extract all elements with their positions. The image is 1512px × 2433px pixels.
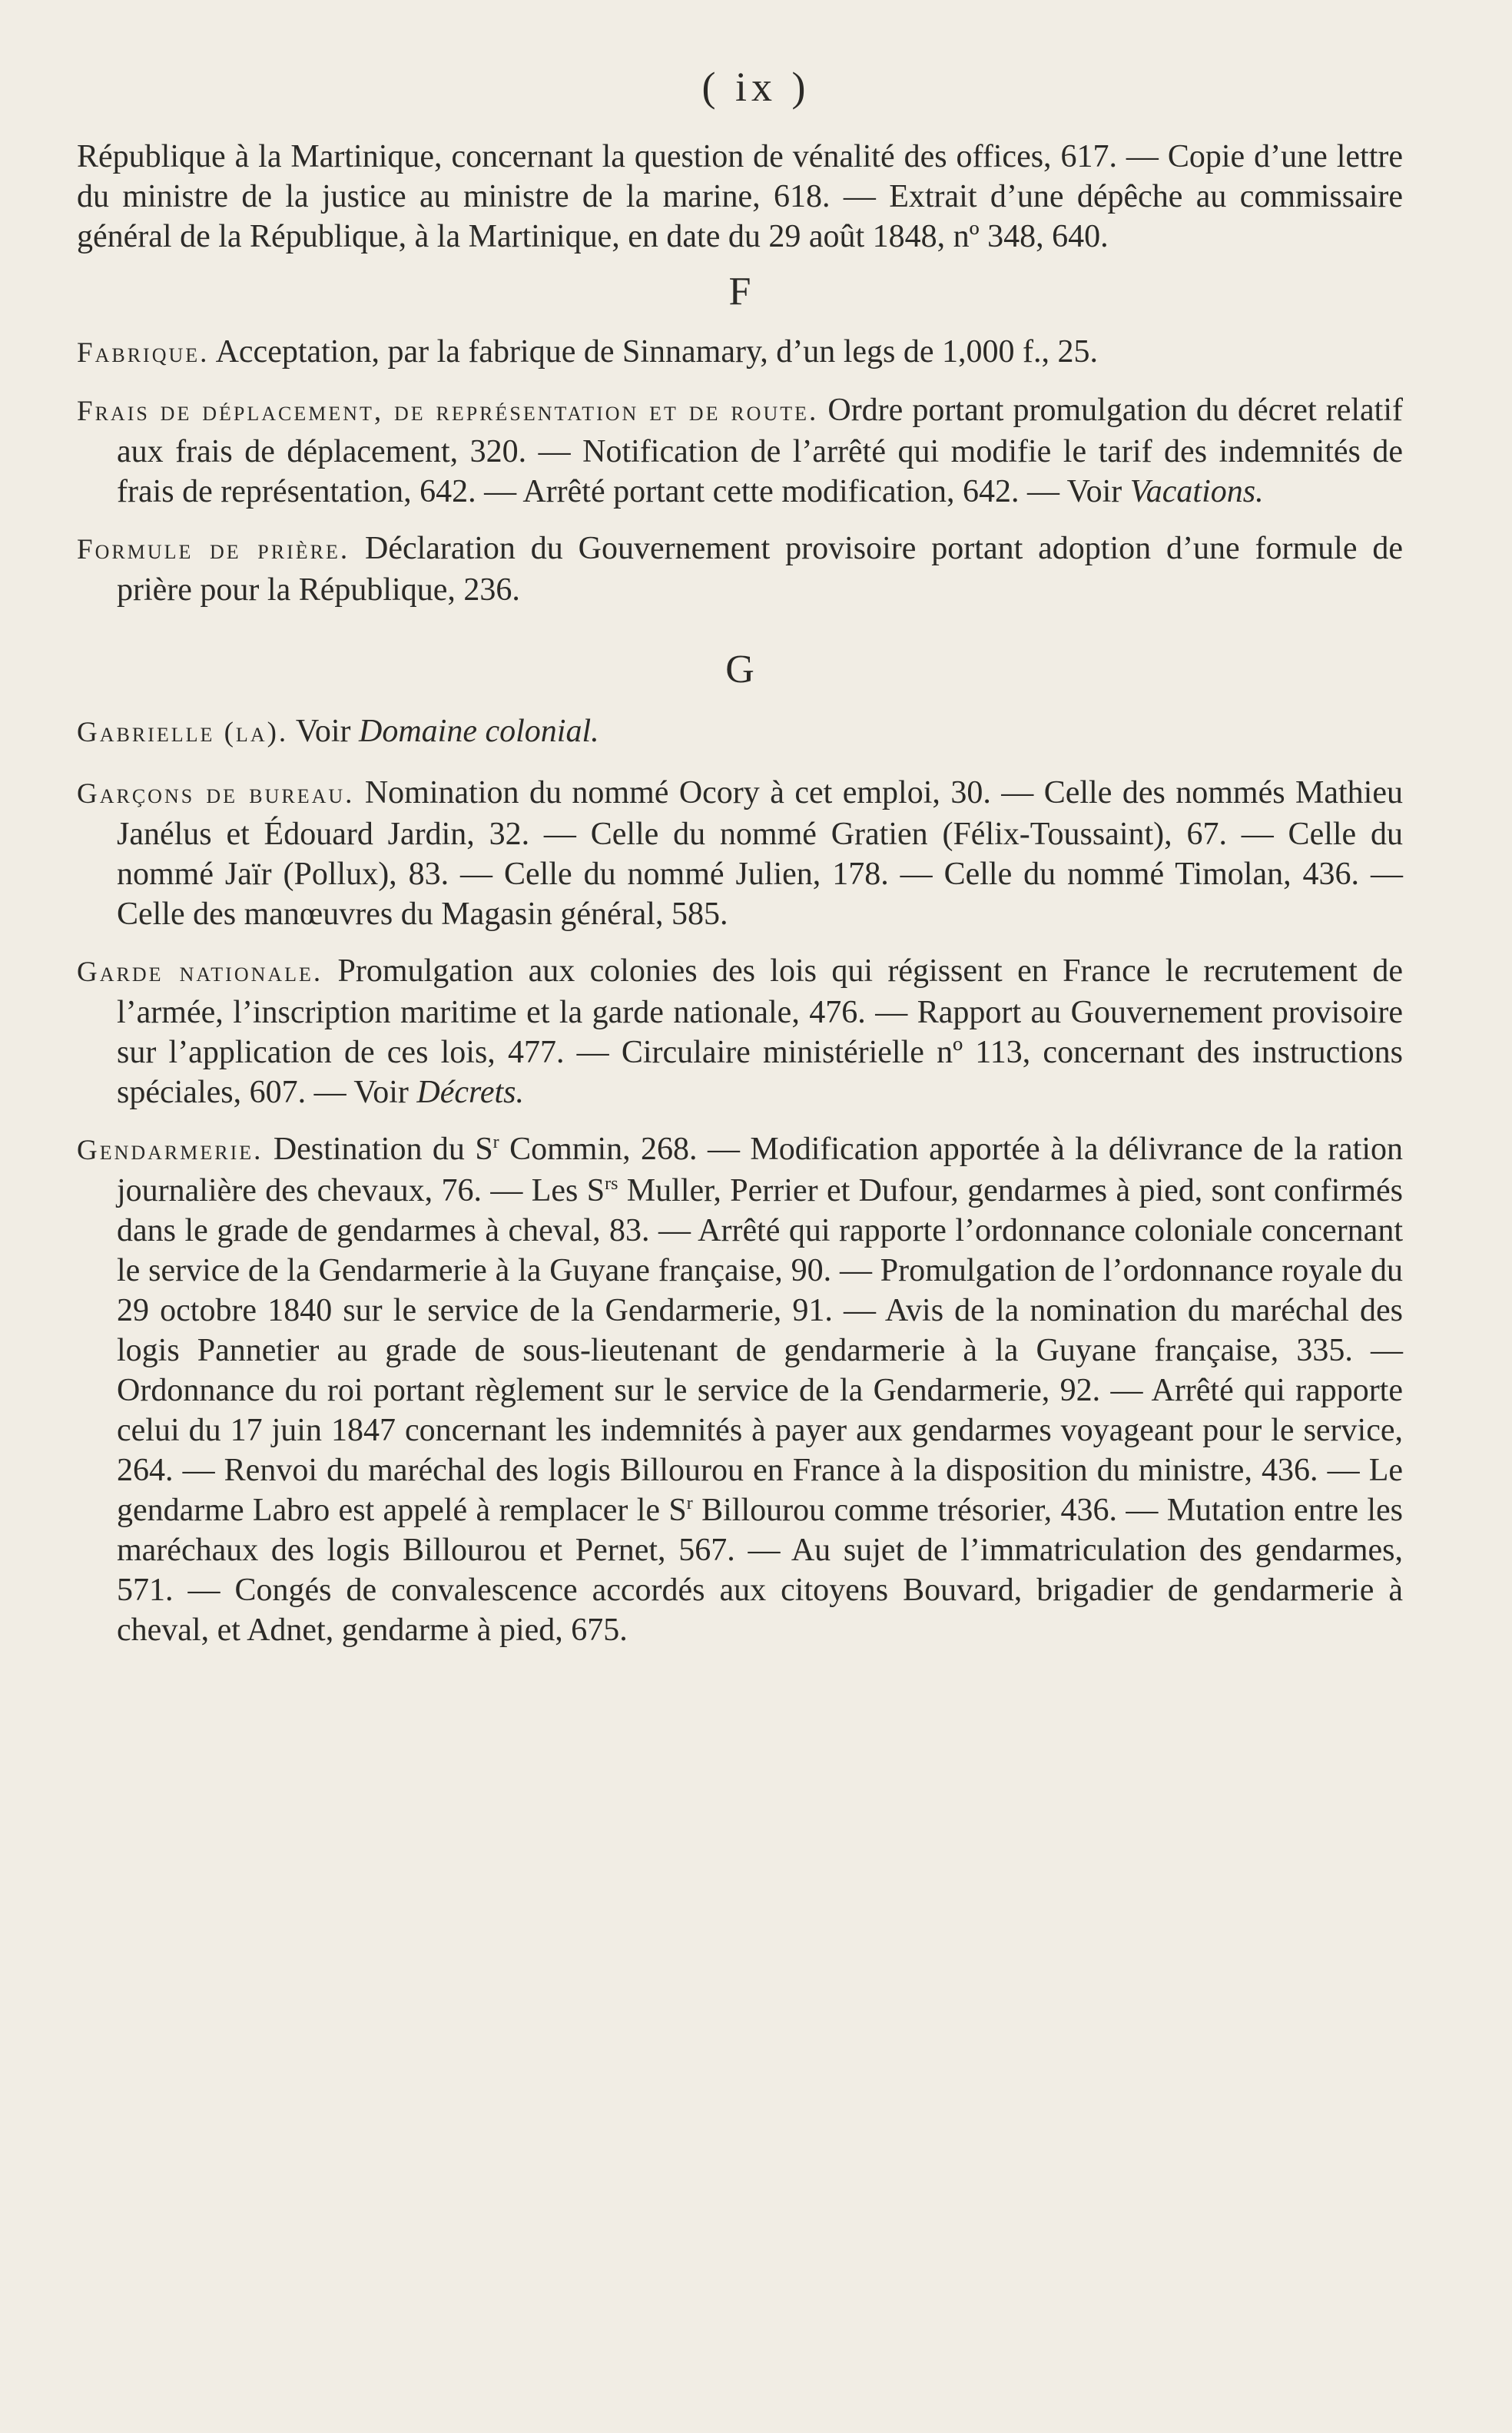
- superscript: r: [492, 1132, 499, 1152]
- entry-text: Voir: [288, 714, 359, 749]
- entry-lead: Garçons de bureau.: [77, 778, 355, 810]
- index-body: [77, 137, 1403, 1650]
- entry-fabrique: [77, 332, 1403, 373]
- section-letter-f: F: [728, 270, 751, 313]
- entry-text: Billourou comme trésorier, 436. — Mutation entre les maréchaux des logis Billourou et Pernet, 567. — Au sujet de l’immatriculation des gendarmes, 571. — Congés de convalescence accordés aux citoyens Bouvard, brigadier de gendarmerie à cheval, et Adnet, gendarme à pied, 675.: [117, 1493, 1403, 1648]
- entry-text: Ordre portant promulgation du décret relatif aux frais de déplacement, 320. — Notification de l’arrêté qui modifie le tarif des indemnités de frais de représentation, 642. — Arrêté portant cette modification, 642. — Voir: [117, 393, 1403, 509]
- entry-lead: Garde nationale.: [77, 956, 323, 988]
- intro-paragraph: République à la Martinique, concernant la question de vénalité des offices, 617. — Copie d’une lettre du ministre de la justice au ministre de la marine, 618. — Extrait d’une dépêche au commissaire général de la République, à la Martinique, en date du 29 août 1848, nº 348, 640.: [77, 139, 1403, 254]
- entry-text: Déclaration du Gouvernement provisoire portant adoption d’une formule de prière pour la République, 236.: [117, 531, 1404, 608]
- cross-reference: Décrets.: [416, 1075, 524, 1110]
- entry-text: Destination du S: [263, 1132, 493, 1167]
- entry-text: Commin, 268. — Modification apportée à la délivrance de la ration journalière des chevaux, 76. — Les S: [117, 1132, 1403, 1208]
- entry-text: Acceptation, par la fabrique de Sinnamary, d’un legs de 1,000 f., 25.: [209, 334, 1098, 370]
- page-number: ( ix ): [701, 64, 811, 110]
- entry-lead: Formule de prière.: [77, 534, 350, 565]
- superscript: r: [686, 1493, 693, 1513]
- entry-lead: Gabrielle (la).: [77, 717, 289, 748]
- cross-reference: Vacations.: [1129, 474, 1264, 509]
- entry-lead: Fabrique.: [77, 337, 210, 369]
- entry-text: Promulgation aux colonies des lois qui régissent en France le recrutement de l’armée, l’inscription maritime et la garde nationale, 476. — Rapport au Gouvernement provisoire sur l’application de ces lois, 477. — Circulaire ministérielle nº 113, concernant des instructions spéciales, 607. — Voir: [117, 953, 1403, 1110]
- entry-gabrielle: [77, 711, 1403, 753]
- entry-frais: [77, 390, 1403, 512]
- entry-garcons: [77, 773, 1403, 934]
- entry-formule: [77, 529, 1403, 610]
- entry-text: Muller, Perrier et Dufour, gendarmes à pied, sont confirmés dans le grade de gendarmes à cheval, 83. — Arrêté qui rapporte l’ordonnance coloniale concernant le service de la Gendarmerie à la Guyane française, 90. — Promulgation de l’ordonnance royale du 29 octobre 1840 sur le service de la Gendarmerie, 91. — Avis de la nomination du maréchal des logis Pannetier au grade de sous-lieutenant de gendarmerie à la Guyane française, 335. — Ordonnance du roi portant règlement sur le service de la Gendarmerie, 92. — Arrêté qui rapporte celui du 17 juin 1847 concernant les indemnités à payer aux gendarmes voyageant pour le service, 264. — Renvoi du maréchal des logis Billourou en France à la disposition du ministre, 436. — Le gendarme Labro est appelé à remplacer le S: [117, 1173, 1403, 1528]
- entry-lead: Gendarmerie.: [77, 1135, 264, 1166]
- entry-lead: Frais de déplacement, de représentation et de route.: [77, 396, 819, 427]
- entry-gendarmerie: [77, 1129, 1403, 1650]
- superscript: rs: [605, 1174, 618, 1194]
- entry-garde-nationale: [77, 951, 1403, 1112]
- cross-reference: Domaine colonial.: [359, 714, 599, 749]
- entry-text: Nomination du nommé Ocory à cet emploi, 30. — Celle des nommés Mathieu Janélus et Édouard Jardin, 32. — Celle du nommé Gratien (Félix-Toussaint), 67. — Celle du nommé Jaïr (Pollux), 83. — Celle du nommé Julien, 178. — Celle du nommé Timolan, 436. — Celle des manœuvres du Magasin général, 585.: [117, 775, 1403, 932]
- section-letter-g: G: [725, 648, 754, 691]
